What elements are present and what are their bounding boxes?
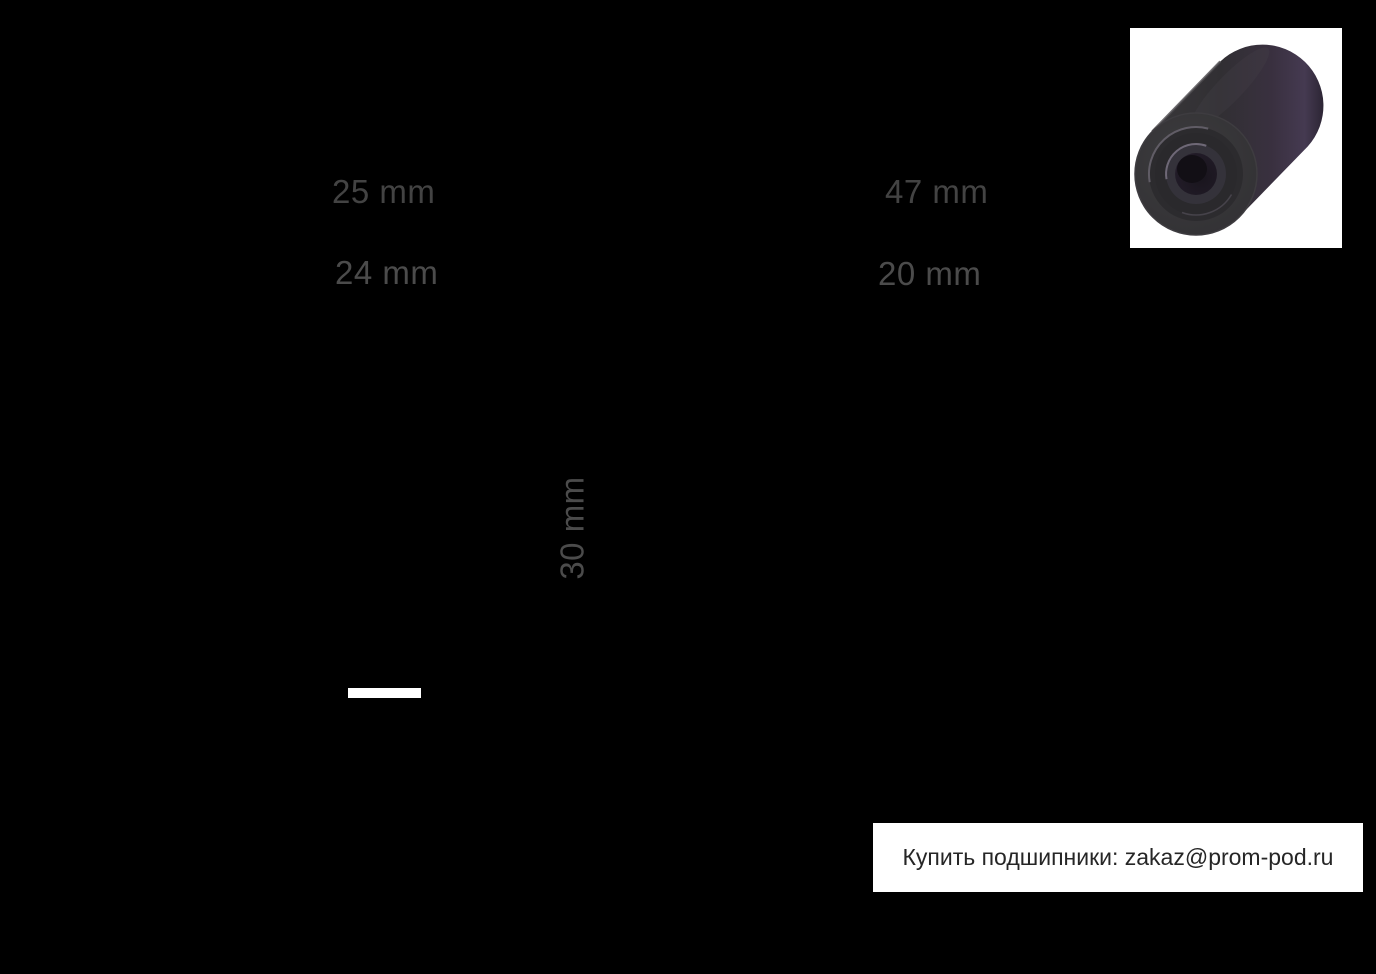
dimension-label-total-width: 30 mm	[553, 476, 591, 580]
dimension-label-bore: 25 mm	[332, 173, 436, 210]
dimension-label-outer-diameter: 47 mm	[885, 173, 989, 210]
dimension-label-inner-ring-width: 24 mm	[335, 254, 439, 291]
scale-bar	[348, 688, 421, 698]
product-photo-panel	[1130, 28, 1342, 248]
contact-banner-text: Купить подшипники: zakaz@prom-pod.ru	[902, 844, 1334, 870]
contact-banner	[873, 823, 1363, 892]
dimension-label-outer-ring-width: 20 mm	[878, 255, 982, 292]
bearing-photo-icon	[1130, 28, 1342, 248]
